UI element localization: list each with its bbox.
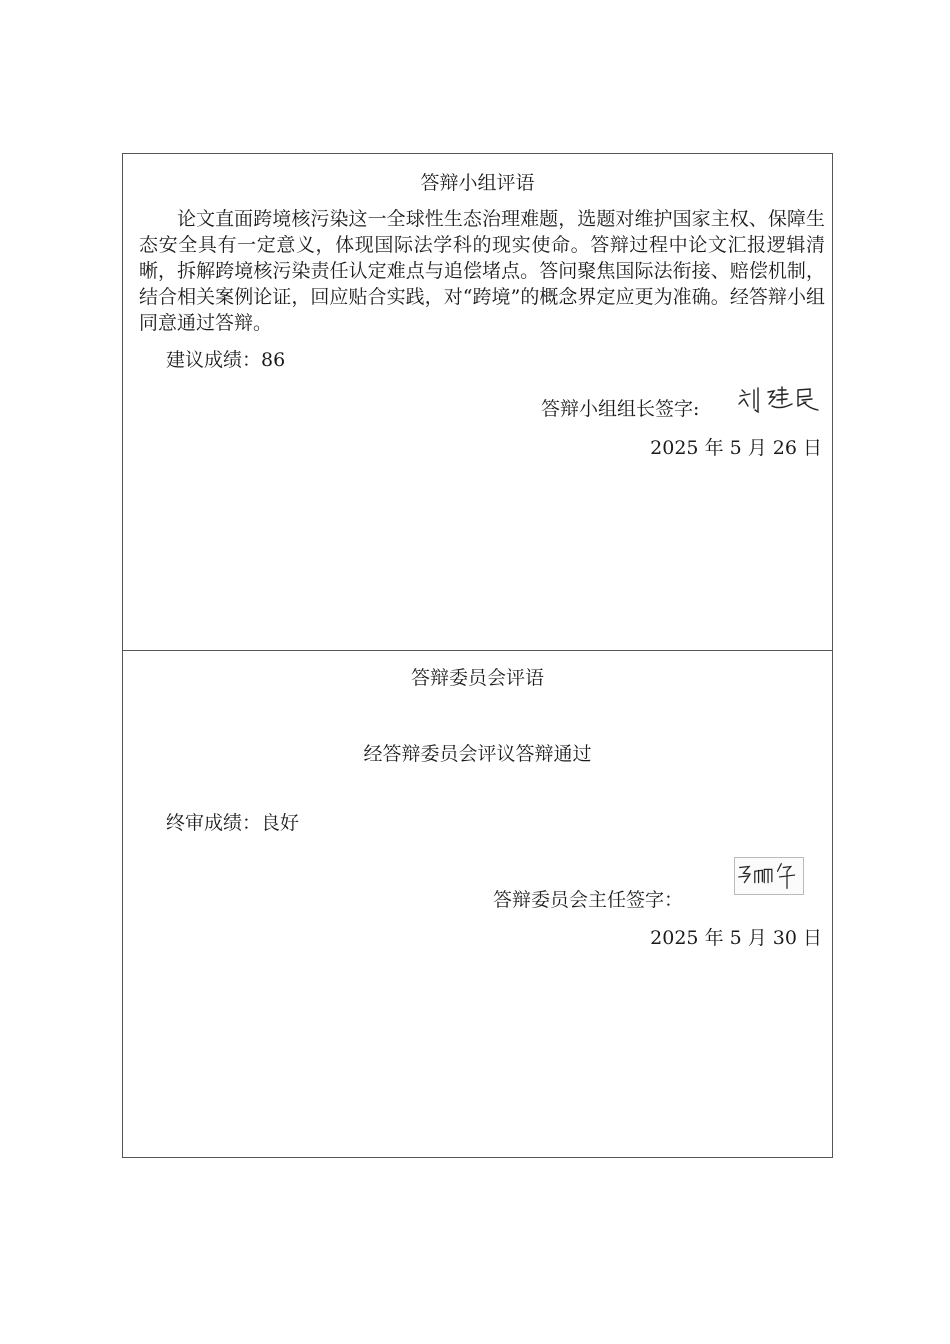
- group-leader-signature-label: 答辩小组组长签字:: [541, 398, 700, 420]
- committee-review-comment: 经答辩委员会评议答辩通过: [363, 743, 592, 765]
- committee-review-section: [123, 651, 832, 1157]
- group-review-title: 答辩小组评语: [420, 172, 535, 194]
- group-review-date: 2025 年 5 月 26 日: [650, 437, 822, 459]
- committee-review-title: 答辩委员会评语: [410, 667, 544, 689]
- suggested-grade: 建议成绩：86: [166, 349, 286, 371]
- group-review-comment: 论文直面跨境核污染这一全球性生态治理难题，选题对维护国家主权、保障生态安全具有一定意义，体现国际法学科的现实使命。答辩过程中论文汇报逻辑清晰，拆解跨境核污染责任认定难点与追偿堵点。答问聚焦国际法衔接、赔偿机制，结合相关案例论证，回应贴合实践，对“跨境”的概念界定应更为准确。经答辩小组同意通过答辩。: [139, 208, 825, 334]
- final-grade: 终审成绩：良好: [166, 812, 300, 834]
- group-leader-signature: [736, 384, 826, 416]
- defense-review-form: [122, 153, 833, 1158]
- committee-chair-signature-label: 答辩委员会主任签字：: [493, 889, 684, 911]
- committee-chair-signature: [734, 857, 804, 895]
- group-review-section: [123, 154, 832, 651]
- committee-review-date: 2025 年 5 月 30 日: [650, 927, 822, 949]
